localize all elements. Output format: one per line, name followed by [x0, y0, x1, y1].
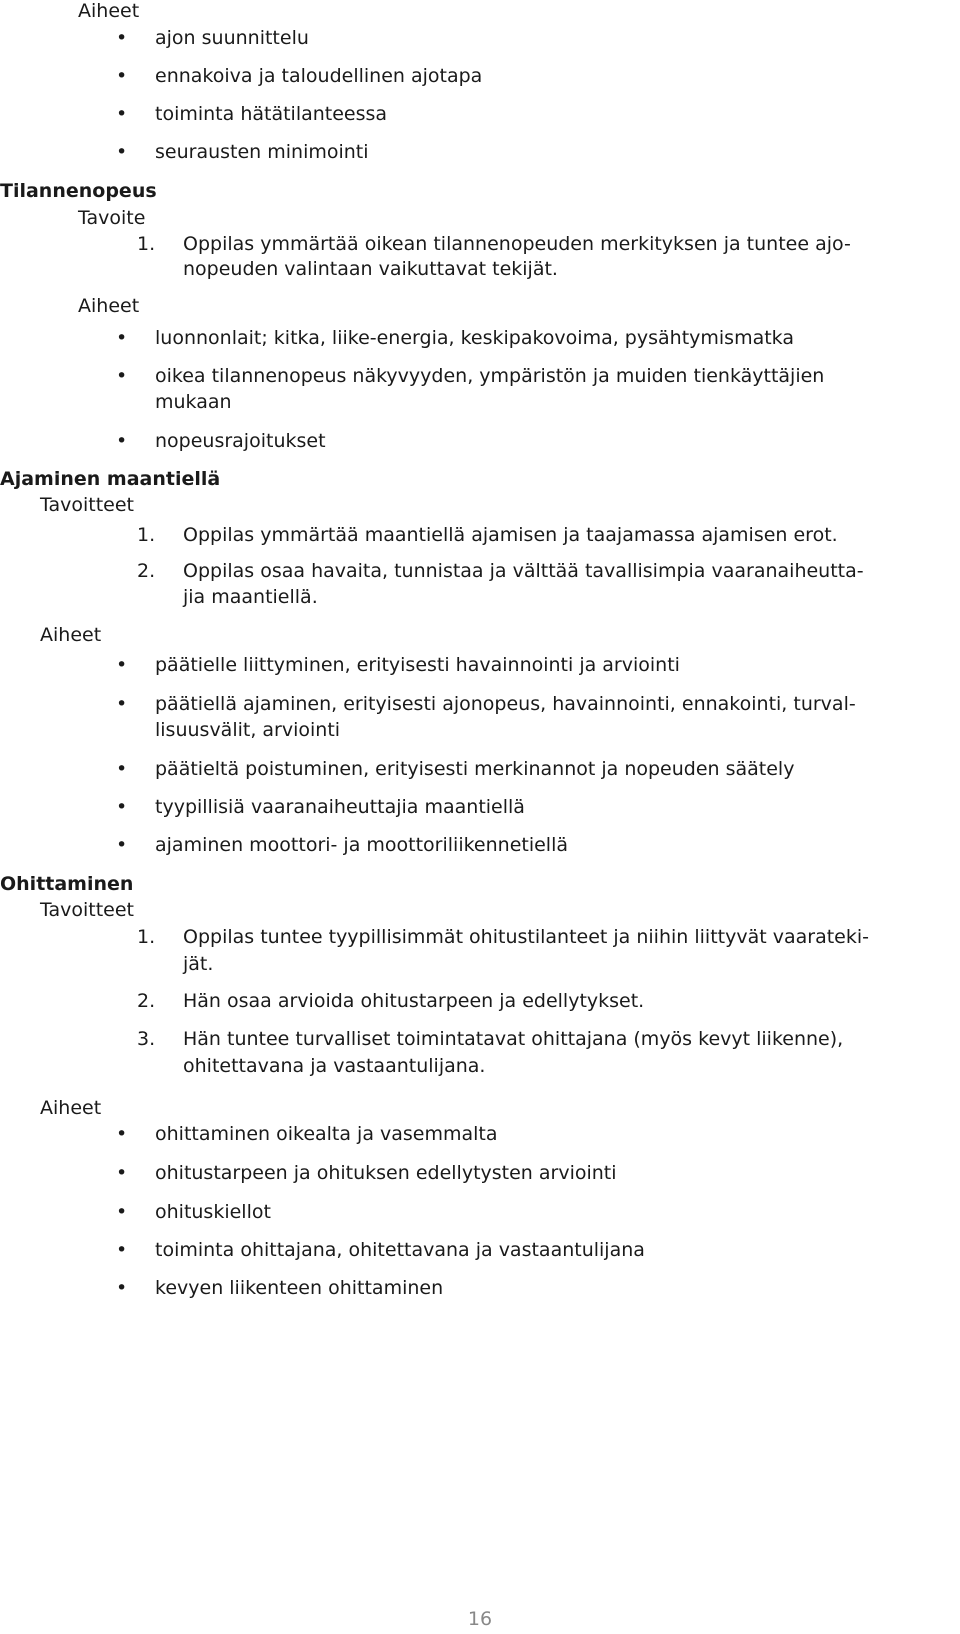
list-item: päätiellä ajaminen, erityisesti ajonopeus, havainnointi, ennakointi, turval- [155, 693, 856, 715]
bullet-icon: • [116, 1123, 128, 1145]
goal-text: ohitettavana ja vastaantulijana. [183, 1055, 486, 1077]
list-item: toiminta hätätilanteessa [155, 103, 388, 125]
goal-number: 3. [137, 1028, 156, 1050]
goal-label: Tavoite [78, 207, 146, 229]
list-item: kevyen liikenteen ohittaminen [155, 1277, 444, 1299]
goal-label: Tavoitteet [40, 494, 134, 516]
goal-text: Oppilas tuntee tyypillisimmät ohitustilanteet ja niihin liittyvät vaarateki- [183, 926, 869, 948]
bullet-icon: • [116, 1162, 128, 1184]
goal-number: 1. [137, 926, 156, 948]
bullet-icon: • [116, 758, 128, 780]
bullet-icon: • [116, 1277, 128, 1299]
bullet-icon: • [116, 27, 128, 49]
bullet-icon: • [116, 65, 128, 87]
goal-text: Oppilas osaa havaita, tunnistaa ja välttää tavallisimpia vaaranaiheutta- [183, 560, 864, 582]
list-item: päätieltä poistuminen, erityisesti merkinannot ja nopeuden säätely [155, 758, 795, 780]
goal-text: Hän osaa arvioida ohitustarpeen ja edellytykset. [183, 990, 645, 1012]
list-item: ajon suunnittelu [155, 27, 309, 49]
topics-label: Aiheet [78, 0, 140, 22]
bullet-icon: • [116, 654, 128, 676]
bullet-icon: • [116, 796, 128, 818]
bullet-icon: • [116, 430, 128, 452]
section-heading: Ajaminen maantiellä [0, 468, 221, 490]
goal-label: Tavoitteet [40, 899, 134, 921]
bullet-icon: • [116, 327, 128, 349]
list-item: luonnonlait; kitka, liike-energia, keskipakovoima, pysähtymismatka [155, 327, 794, 349]
goal-text: jät. [183, 953, 214, 975]
list-item: mukaan [155, 391, 232, 413]
bullet-icon: • [116, 365, 128, 387]
list-item: nopeusrajoitukset [155, 430, 326, 452]
list-item: ohituskiellot [155, 1201, 271, 1223]
goal-text: Oppilas ymmärtää oikean tilannenopeuden merkityksen ja tuntee ajo- [183, 233, 851, 255]
bullet-icon: • [116, 1239, 128, 1261]
goal-text: jia maantiellä. [183, 586, 318, 608]
list-item: ennakoiva ja taloudellinen ajotapa [155, 65, 483, 87]
goal-number: 2. [137, 560, 156, 582]
list-item: oikea tilannenopeus näkyvyyden, ympäristön ja muiden tienkäyttäjien [155, 365, 825, 387]
list-item: ohitustarpeen ja ohituksen edellytysten arviointi [155, 1162, 617, 1184]
list-item: toiminta ohittajana, ohitettavana ja vastaantulijana [155, 1239, 645, 1261]
goal-number: 1. [137, 524, 156, 546]
bullet-icon: • [116, 693, 128, 715]
list-item: ajaminen moottori- ja moottoriliikennetiellä [155, 834, 569, 856]
topics-label: Aiheet [40, 1097, 102, 1119]
bullet-icon: • [116, 834, 128, 856]
goal-number: 1. [137, 233, 156, 255]
section-heading: Tilannenopeus [0, 180, 157, 202]
list-item: lisuusvälit, arviointi [155, 719, 341, 741]
goal-text: Hän tuntee turvalliset toimintatavat ohittajana (myös kevyt liikenne), [183, 1028, 844, 1050]
page-number: 16 [467, 1608, 493, 1630]
goal-number: 2. [137, 990, 156, 1012]
goal-text: nopeuden valintaan vaikuttavat tekijät. [183, 258, 558, 280]
topics-label: Aiheet [40, 624, 102, 646]
goal-text: Oppilas ymmärtää maantiellä ajamisen ja taajamassa ajamisen erot. [183, 524, 838, 546]
list-item: seurausten minimointi [155, 141, 369, 163]
bullet-icon: • [116, 1201, 128, 1223]
bullet-icon: • [116, 141, 128, 163]
list-item: ohittaminen oikealta ja vasemmalta [155, 1123, 498, 1145]
list-item: tyypillisiä vaaranaiheuttajia maantiellä [155, 796, 525, 818]
section-heading: Ohittaminen [0, 873, 134, 895]
topics-label: Aiheet [78, 295, 140, 317]
bullet-icon: • [116, 103, 128, 125]
list-item: päätielle liittyminen, erityisesti havainnointi ja arviointi [155, 654, 680, 676]
